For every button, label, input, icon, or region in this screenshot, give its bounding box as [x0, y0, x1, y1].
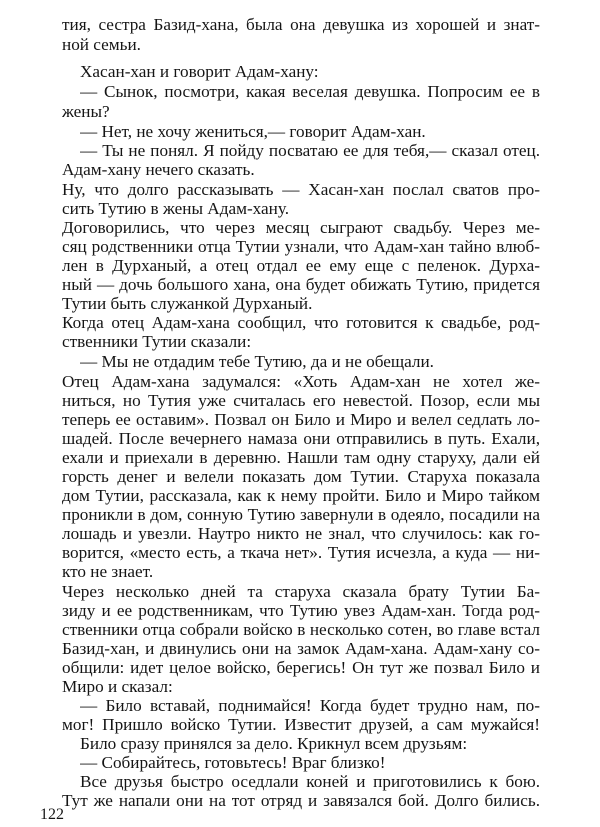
text-line: Ну, что долго рассказывать — Хасан-хан послал сватов про- — [62, 180, 540, 199]
text-line: — Мы не отдадим тебе Тутию, да и не обещали. — [80, 352, 434, 371]
text-line: шадей. После вечернего намаза они отправились в путь. Ехали, — [62, 429, 540, 448]
text-line: тия, сестра Базид-хана, была она девушка из хорошей и знат- — [62, 15, 540, 34]
page-number: 122 — [40, 806, 64, 823]
text-line: жены? — [62, 102, 110, 121]
text-line: Отец Адам-хана задумался: «Хоть Адам-хан не хотел же- — [62, 372, 540, 391]
text-line: ственники Тутии сказали: — [62, 332, 252, 351]
text-line: кто не знает. — [62, 562, 154, 581]
text-line: ный — дочь большого хана, она будет обижать Тутию, придется — [62, 275, 540, 294]
text-line: — Собирайтесь, готовьтесь! Враг близко! — [80, 753, 386, 772]
text-line: — Нет, не хочу жениться,— говорит Адам-хан. — [80, 122, 426, 141]
text-line: лен в Дурханый, а отец отдал ее ему еще с пеленок. Дурха- — [62, 256, 540, 275]
text-line: ехали и приехали в деревню. Нашли там одну старуху, дали ей — [62, 448, 540, 467]
text-line: ниться, но Тутия уже считалась его невестой. Позор, если мы — [62, 391, 540, 410]
text-line: Адам-хану нечего сказать. — [62, 160, 255, 179]
text-line: ворится, «место есть, а ткача нет». Тутия исчезла, а куда — ни- — [62, 543, 540, 562]
text-line: сить Тутию в жены Адам-хану. — [62, 199, 290, 218]
text-line: Тут же напали они на тот отряд и завязался бой. Долго бились. — [62, 791, 540, 810]
text-line: Договорились, что через месяц сыграют свадьбу. Через ме- — [62, 218, 540, 237]
text-line: зиду и ее родственникам, что Тутию увез Адам-хан. Тогда род- — [62, 601, 540, 620]
text-line: Все друзья быстро оседлали коней и приготовились к бою. — [80, 772, 540, 791]
text-line: общили: идет целое войско, берегись! Он тут же позвал Било и — [62, 658, 540, 677]
text-line: горсть денег и велели показать дом Тутии. Старуха показала — [62, 467, 540, 486]
text-line: Хасан-хан и говорит Адам-хану: — [80, 62, 319, 81]
text-line: Базид-хан, и двинулись они на замок Адам-хана. Адам-хану со- — [62, 639, 540, 658]
text-line: Тутии быть служанкой Дурханый. — [62, 294, 313, 313]
text-line: Когда отец Адам-хана сообщил, что готовится к свадьбе, род- — [62, 313, 540, 332]
text-line: дом Тутии, рассказала, как к нему пройти. Било и Миро тайком — [62, 486, 540, 505]
text-line: ной семьи. — [62, 35, 141, 54]
text-line: лошадь и увезли. Наутро никто не знал, что случилось: как го- — [62, 524, 540, 543]
text-line: Через несколько дней та старуха сказала брату Тутии Ба- — [62, 582, 540, 601]
text-line: Миро и сказал: — [62, 677, 173, 696]
text-line: проникли в дом, сонную Тутию завернули в одеяло, посадили на — [62, 505, 540, 524]
text-line: — Било вставай, поднимайся! Когда будет трудно нам, по- — [80, 696, 540, 715]
text-line: Било сразу принялся за дело. Крикнул всем друзьям: — [80, 734, 468, 753]
text-line: ственники отца собрали войско в несколько сотен, во главе встал — [62, 620, 540, 639]
text-line: — Ты не понял. Я пойду посватаю ее для тебя,— сказал отец. — [80, 141, 540, 160]
text-line: сяц родственники отца Тутии узнали, что Адам-хан тайно влюб- — [62, 237, 540, 256]
text-line: мог! Пришло войско Тутии. Известит друзей, а сам мужайся! — [62, 715, 540, 734]
text-line: — Сынок, посмотри, какая веселая девушка. Попросим ее в — [80, 82, 540, 101]
text-line: теперь ее оставим». Позвал он Било и Миро и велел седлать ло- — [62, 410, 540, 429]
